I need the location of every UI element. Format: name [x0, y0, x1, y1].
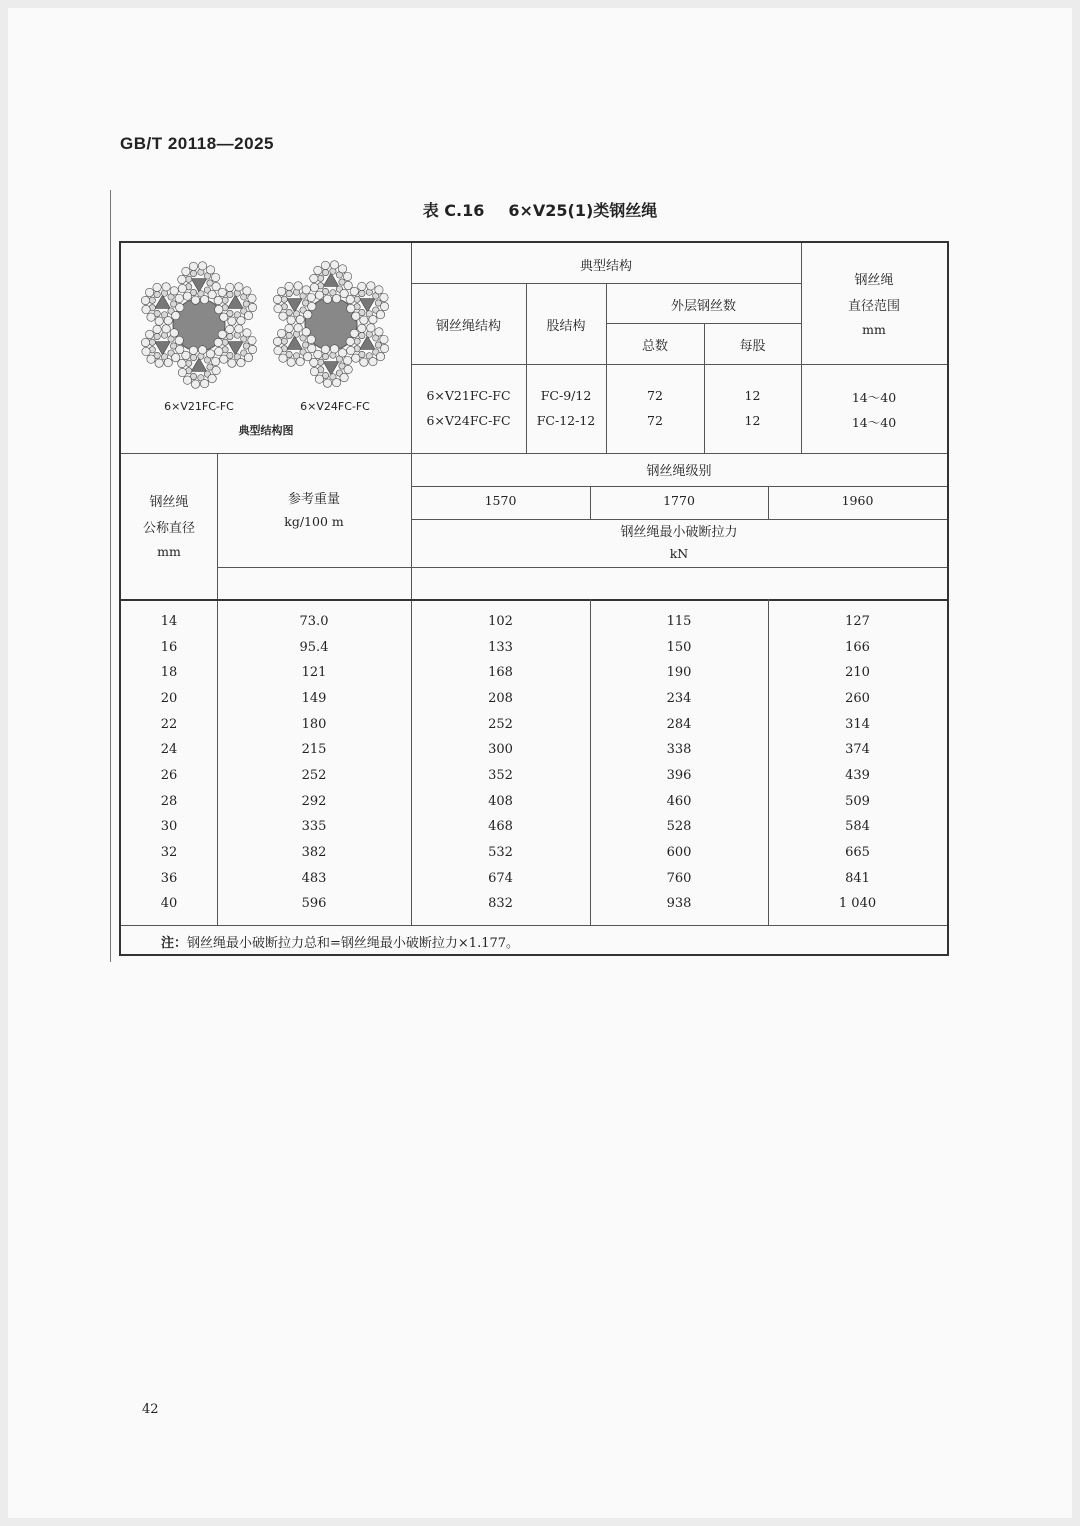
row-force-1960: 665: [845, 844, 870, 860]
typical-range-2: 14～40: [851, 415, 897, 430]
row-force-1960: 509: [845, 793, 870, 809]
range-unit: mm: [862, 322, 886, 337]
typical-range-1: 14～40: [851, 390, 897, 405]
row-weight: 335: [301, 819, 327, 835]
diameter-header-1: 钢丝绳: [149, 495, 189, 510]
rope-structure-header: 钢丝绳结构: [435, 319, 501, 334]
note-label: 注：: [161, 936, 188, 951]
grid-line: [411, 486, 947, 487]
row-weight: 121: [301, 665, 327, 681]
table-label: 表 C.16: [422, 201, 485, 220]
row-force-1960: 439: [845, 767, 870, 783]
table-row: [121, 613, 947, 639]
typical-total-2: 72: [647, 413, 663, 428]
row-force-1770: 284: [666, 716, 692, 732]
range-header-2: 直径范围: [847, 299, 900, 314]
row-force-1570: 102: [488, 614, 513, 629]
row-diameter: 28: [160, 793, 178, 809]
table-row: [121, 664, 947, 690]
row-force-1960: 1 040: [838, 896, 877, 912]
diameter-header-2: 公称直径: [142, 521, 195, 536]
figure-label-2: 6×V24FC-FC: [300, 400, 370, 413]
row-force-1570: 300: [488, 742, 513, 758]
table-note: [161, 932, 519, 951]
row-force-1570: 168: [488, 665, 513, 681]
table-row: [121, 844, 947, 870]
row-force-1960: 314: [845, 716, 870, 732]
row-force-1570: 468: [488, 819, 513, 835]
row-weight: 149: [301, 690, 327, 706]
table-row: [121, 639, 947, 665]
grade-1960: 1960: [841, 493, 874, 508]
row-force-1570: 832: [488, 896, 513, 912]
grid-line: [121, 453, 947, 454]
grid-line: [121, 599, 947, 601]
diameter-unit: mm: [157, 544, 181, 559]
row-force-1770: 600: [666, 844, 692, 860]
row-weight: 382: [301, 844, 327, 860]
weight-unit: kg/100 m: [284, 514, 344, 529]
row-force-1770: 938: [666, 896, 692, 912]
typical-rope-1: 6×V21FC-FC: [426, 388, 511, 403]
table-caption: [0, 198, 1080, 221]
row-force-1570: 532: [488, 844, 513, 860]
row-diameter: 30: [160, 819, 178, 835]
grid-line: [217, 567, 947, 568]
row-diameter: 26: [160, 767, 178, 783]
row-force-1770: 760: [666, 870, 692, 886]
typical-strand-1: FC-9/12: [540, 388, 592, 403]
row-force-1960: 841: [845, 870, 870, 886]
per-strand-header: 每股: [739, 339, 766, 354]
typical-per-1: 12: [744, 388, 761, 403]
row-force-1770: 460: [666, 793, 692, 809]
row-force-1770: 234: [666, 690, 692, 706]
row-weight: 95.4: [299, 639, 329, 655]
table-row: [121, 690, 947, 716]
row-force-1570: 674: [488, 870, 513, 886]
row-weight: 483: [301, 870, 327, 886]
row-diameter: 14: [160, 614, 178, 629]
row-force-1570: 133: [488, 639, 513, 655]
outer-wires-header: 外层钢丝数: [670, 299, 736, 314]
grade-1770: 1770: [663, 493, 695, 508]
row-force-1960: 210: [845, 665, 870, 681]
row-diameter: 24: [160, 742, 178, 758]
row-force-1770: 396: [666, 767, 692, 783]
row-force-1770: 528: [666, 819, 692, 835]
row-force-1570: 252: [488, 716, 513, 732]
grid-line: [411, 364, 947, 365]
margin-rule: [110, 190, 111, 962]
row-force-1570: 352: [488, 767, 513, 783]
typical-strand-2: FC-12-12: [536, 413, 596, 428]
table-row: [121, 895, 947, 921]
row-diameter: 20: [160, 690, 178, 706]
row-force-1770: 150: [666, 639, 692, 655]
figure-label-1: 6×V21FC-FC: [164, 400, 234, 413]
row-force-1960: 166: [845, 639, 870, 655]
row-force-1960: 127: [845, 614, 870, 629]
row-diameter: 18: [160, 665, 178, 681]
row-force-1770: 115: [666, 614, 692, 629]
row-diameter: 40: [160, 896, 178, 912]
row-diameter: 32: [160, 844, 178, 860]
typical-total-1: 72: [647, 388, 663, 403]
row-diameter: 16: [160, 639, 178, 655]
standard-number: GB/T 20118—2025: [120, 134, 274, 153]
row-diameter: 36: [160, 870, 178, 886]
page-number: 42: [142, 1402, 159, 1417]
row-weight: 596: [301, 896, 327, 912]
row-weight: 180: [301, 716, 327, 732]
row-force-1570: 408: [488, 793, 513, 809]
range-header-1: 钢丝绳: [854, 273, 894, 288]
row-force-1770: 190: [666, 665, 692, 681]
table-row: [121, 716, 947, 742]
grid-line: [121, 925, 947, 926]
typical-structure-heading: 典型结构: [579, 259, 632, 274]
rope-6xV24-cross-section: [269, 257, 393, 391]
rope-6xV21-cross-section: [137, 259, 261, 391]
row-force-1960: 260: [845, 690, 870, 706]
row-weight: 215: [301, 742, 327, 758]
table-row: [121, 793, 947, 819]
grade-header: 钢丝绳级别: [646, 464, 712, 479]
grid-line: [411, 519, 947, 520]
table-row: [121, 818, 947, 844]
row-force-1960: 584: [845, 819, 870, 835]
table-row: [121, 767, 947, 793]
row-weight: 292: [301, 793, 327, 809]
row-weight: 73.0: [299, 614, 329, 629]
table-row: [121, 870, 947, 896]
total-header: 总数: [641, 339, 668, 354]
row-force-1960: 374: [845, 742, 870, 758]
rope-table: [119, 241, 949, 956]
figure-caption: 典型结构图: [238, 424, 294, 437]
table-title: 6×V25(1)类钢丝绳: [508, 201, 658, 220]
weight-header: 参考重量: [287, 492, 340, 507]
table-row: [121, 741, 947, 767]
force-unit: kN: [669, 546, 689, 561]
row-force-1770: 338: [666, 742, 692, 758]
strand-structure-header: 股结构: [546, 319, 586, 334]
row-force-1570: 208: [488, 690, 513, 706]
grade-1570: 1570: [484, 493, 517, 508]
typical-rope-2: 6×V24FC-FC: [426, 413, 511, 428]
row-diameter: 22: [160, 716, 178, 732]
force-header: 钢丝绳最小破断拉力: [620, 525, 738, 540]
row-weight: 252: [301, 767, 327, 783]
note-text: 钢丝绳最小破断拉力总和=钢丝绳最小破断拉力×1.177。: [187, 936, 520, 951]
typical-per-2: 12: [744, 413, 761, 428]
